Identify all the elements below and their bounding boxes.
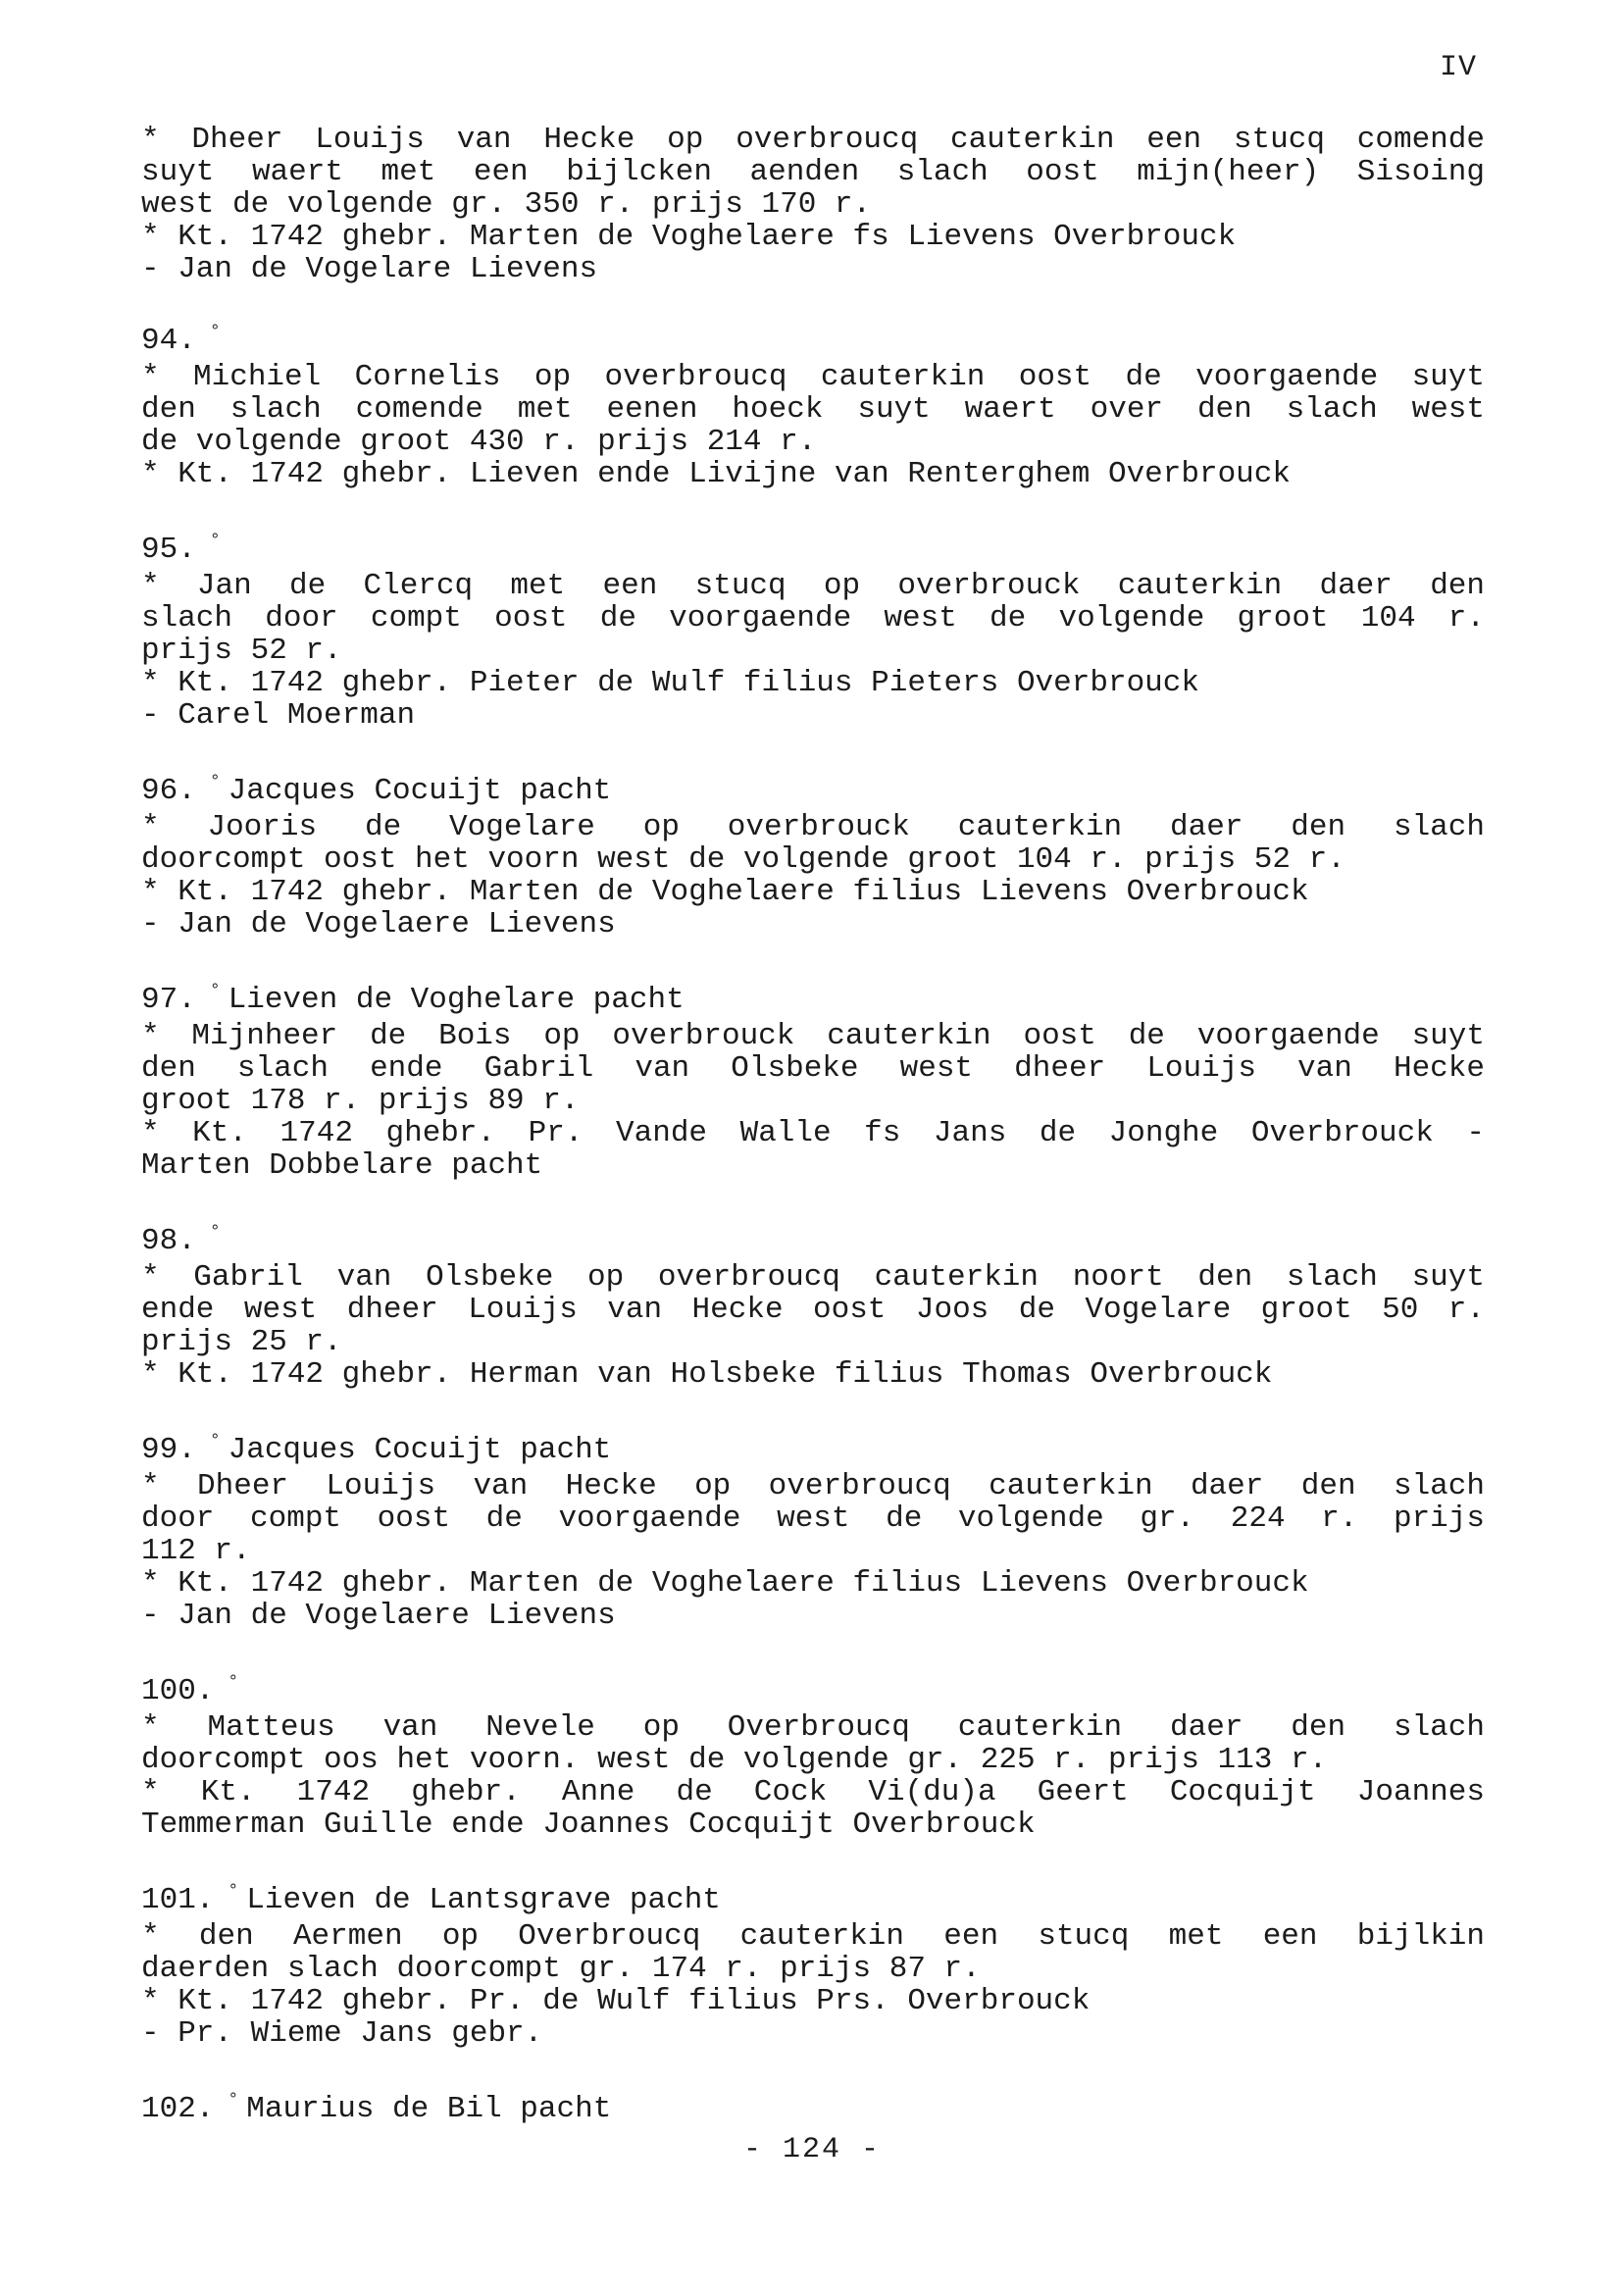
entry-line: * Kt. 1742 ghebr. Pr. Vande Walle fs Jans de Jonghe Overbrouck - xyxy=(141,1116,1485,1150)
entry-tenant: Maurius de Bil pacht xyxy=(246,2092,612,2126)
entry-line: - Jan de Vogelaere Lievens xyxy=(141,907,616,942)
entry-line: slach door compt oost de voorgaende west de volgende groot 104 r. xyxy=(141,601,1485,636)
entry-heading xyxy=(141,2093,1485,2129)
entry-tenant: Lieven de Lantsgrave pacht xyxy=(246,1883,721,1917)
entry-heading xyxy=(141,1675,1485,1711)
entry xyxy=(141,1884,1485,2050)
entry-tenant: Jacques Cocuijt pacht xyxy=(228,774,612,808)
entry-line: - Pr. Wieme Jans gebr. xyxy=(141,2016,543,2051)
entry-heading xyxy=(141,1434,1485,1470)
entry-number: 99. xyxy=(141,1433,196,1467)
entry-heading xyxy=(141,775,1485,811)
entry-list xyxy=(141,124,1485,2172)
page-number: - 124 - xyxy=(742,2133,882,2166)
entry-line: * Dheer Louijs van Hecke op overbroucq cauterkin daer den slach xyxy=(141,1469,1485,1503)
entry xyxy=(141,984,1485,1182)
entry-number: 94. xyxy=(141,324,196,358)
entry-tenant: Lieven de Voghelare pacht xyxy=(228,983,685,1017)
entry-line: west de volgende gr. 350 r. prijs 170 r. xyxy=(141,187,872,222)
entry-line: - Carel Moerman xyxy=(141,698,416,733)
entry-line: daerden slach doorcompt gr. 174 r. prijs 87 r. xyxy=(141,1952,981,1986)
entry-line: door compt oost de voorgaende west de volgende gr. 224 r. prijs xyxy=(141,1502,1485,1536)
entry-number: 100. xyxy=(141,1674,215,1708)
entry-number: 96. xyxy=(141,774,196,808)
entry-line: doorcompt oost het voorn west de volgende groot 104 r. prijs 52 r. xyxy=(141,842,1345,877)
degree-mark-icon: ° xyxy=(209,982,221,1001)
degree-mark-icon: ° xyxy=(209,1432,221,1451)
entry xyxy=(141,2093,1485,2129)
entry-line: * Gabril van Olsbeke op overbroucq cauterkin noort den slach suyt xyxy=(141,1260,1485,1295)
entry-line: ende west dheer Louijs van Hecke oost Joos de Vogelare groot 50 r. xyxy=(141,1293,1485,1327)
entry xyxy=(141,775,1485,941)
entry-number: 97. xyxy=(141,983,196,1017)
degree-mark-icon: ° xyxy=(209,773,221,792)
entry xyxy=(141,1225,1485,1391)
entry-line: prijs 52 r. xyxy=(141,634,342,668)
entry-line: * Kt. 1742 ghebr. Marten de Voghelaere filius Lievens Overbrouck xyxy=(141,875,1309,909)
entry-heading xyxy=(141,1884,1485,1920)
degree-mark-icon: ° xyxy=(209,532,221,551)
degree-mark-icon: ° xyxy=(209,1223,221,1243)
entry-heading xyxy=(141,534,1485,570)
entry-heading xyxy=(141,1225,1485,1261)
entry-heading xyxy=(141,325,1485,361)
entry-number: 101. xyxy=(141,1883,215,1917)
entry-number: 95. xyxy=(141,533,196,567)
entry-heading xyxy=(141,984,1485,1020)
entry-line: * Matteus van Nevele op Overbroucq cauterkin daer den slach xyxy=(141,1710,1485,1745)
entry-line: * Mijnheer de Bois op overbrouck cauterkin oost de voorgaende suyt xyxy=(141,1019,1485,1053)
entry-line: de volgende groot 430 r. prijs 214 r. xyxy=(141,425,817,459)
entry-line: * Kt. 1742 ghebr. Marten de Voghelaere filius Lievens Overbrouck xyxy=(141,1566,1309,1601)
entry-line: prijs 25 r. xyxy=(141,1325,342,1359)
entry-line: - Jan de Vogelare Lievens xyxy=(141,252,598,286)
entry xyxy=(141,325,1485,490)
entry-line: * Kt. 1742 ghebr. Marten de Voghelaere fs Lievens Overbrouck xyxy=(141,220,1237,254)
degree-mark-icon: ° xyxy=(228,2091,239,2111)
entry-line: * Dheer Louijs van Hecke op overbroucq cauterkin een stucq comende xyxy=(141,123,1485,157)
entry-number: 102. xyxy=(141,2092,215,2126)
entry-line: - Jan de Vogelaere Lievens xyxy=(141,1599,616,1633)
entry-line: Marten Dobbelare pacht xyxy=(141,1148,543,1183)
entry-number: 98. xyxy=(141,1224,196,1258)
entry-line: 112 r. xyxy=(141,1534,251,1568)
entry-line: suyt waert met een bijlcken aenden slach oost mijn(heer) Sisoing xyxy=(141,155,1485,189)
degree-mark-icon: ° xyxy=(228,1882,239,1902)
entry-tenant: Jacques Cocuijt pacht xyxy=(228,1433,612,1467)
entry xyxy=(141,534,1485,732)
entry-line: den slach ende Gabril van Olsbeke west dheer Louijs van Hecke xyxy=(141,1051,1485,1086)
entry xyxy=(141,1675,1485,1841)
entry xyxy=(141,124,1485,285)
entry-line: * Kt. 1742 ghebr. Pieter de Wulf filius Pieters Overbrouck xyxy=(141,666,1199,700)
degree-mark-icon: ° xyxy=(228,1673,239,1693)
entry-line: doorcompt oos het voorn. west de volgende gr. 225 r. prijs 113 r. xyxy=(141,1743,1328,1777)
entry-line: * Kt. 1742 ghebr. Anne de Cock Vi(du)a Geert Cocquijt Joannes xyxy=(141,1775,1485,1809)
entry-line: groot 178 r. prijs 89 r. xyxy=(141,1084,580,1118)
entry-line: * Jan de Clercq met een stucq op overbrouck cauterkin daer den xyxy=(141,569,1485,603)
section-mark: IV xyxy=(1439,51,1477,84)
entry-line: * Michiel Cornelis op overbroucq cauterkin oost de voorgaende suyt xyxy=(141,360,1485,394)
entry-line: * Kt. 1742 ghebr. Pr. de Wulf filius Prs. Overbrouck xyxy=(141,1984,1091,2018)
degree-mark-icon: ° xyxy=(209,323,221,342)
entry-line: Temmerman Guille ende Joannes Cocquijt Overbrouck xyxy=(141,1807,1036,1842)
entry-line: * Kt. 1742 ghebr. Lieven ende Livijne van Renterghem Overbrouck xyxy=(141,457,1291,491)
entry-line: * den Aermen op Overbroucq cauterkin een stucq met een bijlkin xyxy=(141,1919,1485,1954)
entry-line: den slach comende met eenen hoeck suyt waert over den slach west xyxy=(141,392,1485,427)
entry-line: * Jooris de Vogelare op overbrouck cauterkin daer den slach xyxy=(141,810,1485,844)
entry xyxy=(141,1434,1485,1632)
entry-line: * Kt. 1742 ghebr. Herman van Holsbeke filius Thomas Overbrouck xyxy=(141,1357,1273,1392)
